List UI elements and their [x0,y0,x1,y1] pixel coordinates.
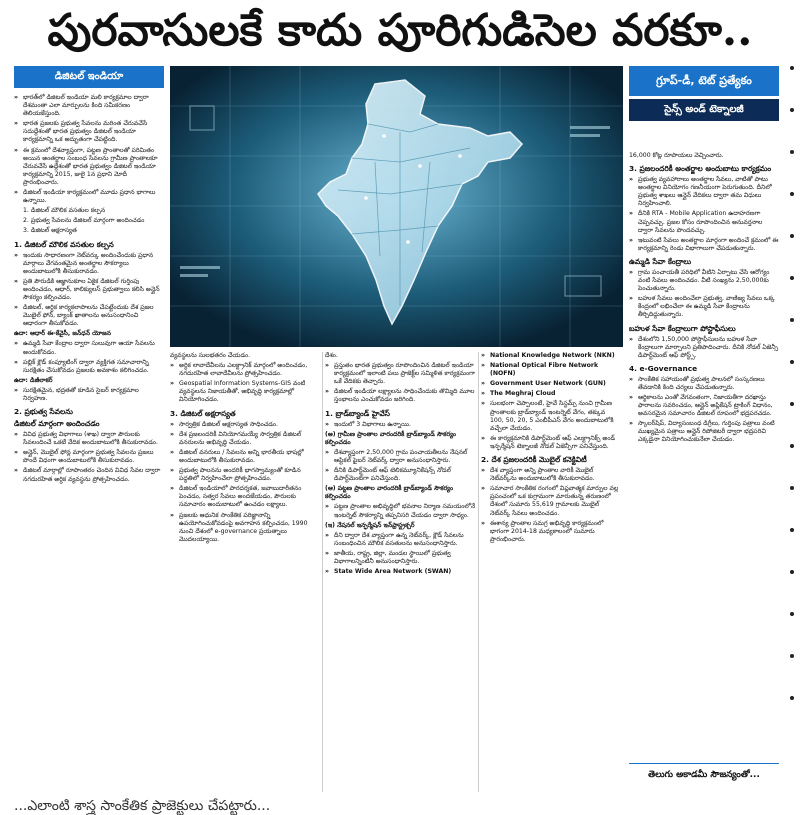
page-edge-dots [786,66,800,794]
section-heading: ఉమ్మడి సేవా కేంద్రాలు [629,256,692,266]
bullet: » భారత్‌లో డిజిటల్‌ ఇండియా మలి కార్యక్రమాల ద్వారా దేశమంతా ఎలా మార్పులను కింది సమీకరణం తెలియజేస్తుంది. [14,94,164,118]
edge-dot [790,402,794,406]
edge-dot [790,654,794,658]
example-text: ఉదా: ఆధార్‌ ఈ-కేవైసీ, జన్‌ధన్‌ యోజన [14,330,111,338]
bullet: » The Meghraj Cloud [481,390,621,398]
credit-line: తెలుగు అకాడమీ సౌజన్యంతో... [629,763,779,786]
bullet: » సమాచార సాంకేతిక రంగంలో విప్లవాత్మక మార్పుల వల్ల ప్రపంచంలో ఒక కుగ్రామంగా మారుతున్న తరుణంలో దేశంలో సుమారు 55,619 గ్రామాలకు మొబైల్‌ నెట్‌వర్క్‌ సేవలు అందించడం. [481,485,621,517]
edge-dot [790,66,794,70]
list-item: 2. ప్రభుత్వ సేవలను డిజిటల్‌ మార్గంగా అందించడం [23,217,145,225]
column-digital-india [14,66,164,794]
bullet: » దీని ద్వారా దేశ వ్యాప్తంగా ఉన్న నెట్‌వర్క్‌, క్లౌడ్‌ సేవలను సంబంధించిన మౌలిక వసతులను అనుసంధానిస్తారు. [325,532,477,548]
bullet: » డిజిటల్‌ ఇండియా లక్ష్యాలను సాధించేందుకు తొమ్మిది మూల స్తంభాలను ఎంచుకోవడం జరిగింది. [325,388,477,404]
section-heading: 2. ప్రభుత్వ సేవలను [14,407,73,417]
bullet: » దేశ ప్రజలందరికీ వినియోగమయ్యే సార్వత్రిక డిజిటల్‌ వనరులను అభివృద్ధి చేయడం. [170,431,320,447]
column-5 [629,152,779,758]
section-heading: 2. దేశ ప్రజలందరికీ మొబైల్‌ కనెక్టివిటీ [481,455,587,465]
paragraph: 16,000 కోట్ల రూపాయలు వెచ్చించారు. [629,152,724,159]
bullet: » Government User Network (GUN) [481,380,621,388]
subheading: (ఇ) నేషనల్‌ ఇన్ఫర్మేషన్‌ ఇన్‌ఫ్రాస్ట్రక్చర్‌ [325,521,415,529]
right-header [629,66,779,121]
bullet: » సురక్షితమైన, భద్రతతో కూడిన సైబర్‌ కార్యక్రమాల నిర్వహణ. [14,387,164,403]
section-heading: 1. బ్రాడ్‌బ్యాండ్‌ హైవేస్‌ [325,408,390,418]
paragraph: వ్యవస్థలను సులభతరం చేయడం. [170,352,251,359]
headline: పురవాసులకే కాదు పూరిగుడిసెల వరకూ.. [47,5,753,56]
section-subheading: డిజిటల్‌ మార్గంగా అందించడం [14,419,100,429]
bullet: » ఉమ్మడి సేవా కేంద్రాల ద్వారా సులువుగా ఆయా సేవలను అందుకోవడం. [14,340,164,356]
edge-dot [790,234,794,238]
bullet: » National Optical Fibre Network (NOFN) [481,362,621,378]
bullet: » దీనికి RTA - Mobile Application ఉదాహరణగా చెప్పవచ్చు. ప్రజల కోసం రూపొందించిన అనువర్తనాల ద్వారా సేవలను పొందవచ్చు. [629,210,779,234]
bullet: » వివిధ ప్రభుత్వ విభాగాలు (శాఖ) ద్వారా పౌరులకు సేవలందించే ఒకటే వేదిక అందుబాటులోకి తీసుకురావడం. [14,431,164,447]
column-3 [325,352,477,794]
bullet: » ప్రస్తుతం భారత ప్రభుత్వం రూపొందించిన డిజిటల్‌ ఇండియా కార్యక్రమంలో ఇలాంటి పలు ప్రాజెక్ట్‌ల సమ్మిళిత కార్యక్రమంగా ఒకే వేదికకు తెచ్చారు. [325,362,477,386]
subject-tag: సైన్స్‌ అండ్‌ టెక్నాలజీ [629,99,779,121]
section-heading: బహుళ సేవా కేంద్రాలుగా పోస్టాఫీసులు [629,323,736,333]
bullet: » ఈ క్రమంలో దేశవ్యాప్తంగా, పట్టణ ప్రాంతాలతో పరిమితం అయిన అంతర్జాల సంబంధ సేవలను గ్రామీణ ప్రాంతాలకూ చేరువచేసే ఉద్దేశంతో భారత ప్రభుత్వం డిజిటల్‌ ఇండియా కార్యక్రమాన్ని 2015, జులై 1న ప్రధాని మోదీ ప్రారంభించారు. [14,147,164,187]
subheading: (ఆ) పట్టణ ప్రాంతాల వారందరికీ బ్రాడ్‌బ్యాండ్‌ సౌకర్యం కల్పించడం [325,485,454,501]
bullet: » డిజిటల్‌ ఇండియాలో పారదర్శకత, జవాబుదారీతనం పెంచడం, సత్వర సేవలు అందజేయడం, పౌరులకు సమాచారం అందుబాటులో ఉంచడం లక్ష్యాలు. [170,485,320,509]
example-text: ఉదా: డిజీలాకర్‌ [14,376,53,384]
edge-dot [790,318,794,322]
bullet: » డిజిటల్‌, అర్ధిక కార్యకలాపాలను చేపట్టేందుకు దేశ ప్రజల మొబైల్‌ ఫోన్‌, బ్యాంక్‌ ఖాతాలను అనుసంధానించి ఆధారంగా తీసుకోవడం. [14,304,164,328]
list-item: 1. డిజిటల్‌ మౌలిక వసతుల కల్పన [23,207,106,215]
bullet: » ఇందులో 3 విభాగాలు ఉన్నాయి. [325,421,477,429]
bullet: » ప్రభుత్వ పాలనను అందరికీ భాగస్వామ్యంతో కూడిన పద్ధతిలో నిర్వహించేలా ప్రోత్సహించడం. [170,467,320,483]
bullet: » దేశ వ్యాప్తంగా అన్ని ప్రాంతాల వారికీ మొబైల్‌ నెట్‌వర్క్‌ను అందుబాటులోకి తీసుకురావడం. [481,467,621,483]
india-digital-map-image [170,66,623,347]
column-divider [322,352,323,792]
edge-dot [790,528,794,532]
bullet: » ప్రతి పౌరుడికి ఆజ్ఞానుకూల ఏకైక డిజిటల్‌ గుర్తింపు అందించడం, ఆధార్‌, కాలిక్యులస్‌ ప్రభుత్వాలు కలిసి అన్లైన్‌ సౌకర్యం కల్పించడం. [14,278,164,302]
bullet: » డిజిటల్‌ మార్గాల్లో రూపాంతరం చెందిన వివిధ సేవల ద్వారా నగదురహిత అర్ధిక వ్యవస్థను ప్రోత్సహించడం. [14,467,164,483]
bullet: » దేశవ్యాప్తంగా 2,50,000 గ్రామ పంచాయతీలను నేషనల్‌ ఆప్టికల్‌ ఫైబర్‌ నెట్‌వర్క్‌ ద్వారా అనుసంధానిస్తారు. [325,449,477,465]
edge-dot [790,276,794,280]
edge-dot [790,150,794,154]
bullet-list [14,94,164,205]
section-heading: 1. డిజిటల్‌ మౌలిక వసతుల కల్పన [14,239,114,249]
bullet: » National Knowledge Network (NKN) [481,352,621,360]
bullet: » ఆర్థికాలను ఎంతో వేగవంతంగా, నిజాయతీగా దరఖాస్తు ఫారాలను సవరించడం, ఆన్లైన్‌ అప్లికేషన్‌ ట్రాకింగ్‌ విధానం, అవసరమైన సమాచారం డిజిటల్‌ రూపంలో భద్రపరచడం. [629,394,779,418]
edge-dot [790,444,794,448]
map-illustration [170,66,623,347]
edge-dot [790,486,794,490]
section-heading: 3. ప్రజలందరికీ అంతర్జాల అందుబాటు కార్యక్రమం [629,164,772,174]
bullet: » డిజిటల్‌ ఇండియా కార్యక్రమంలో మూడు ప్రధాన భాగాలు ఉన్నాయి. [14,189,164,205]
edge-dot [790,192,794,196]
bullet: » అన్లైన్‌, మొబైల్‌ ఫోన్ల మార్గంగా ప్రభుత్వ సేవలను ప్రజలు పొందే విధంగా అందుబాటులోకి తీసుకురావడం. [14,449,164,465]
bullet: » ప్రజలకు ఆధునిక సాంకేతిక పరిజ్ఞానాన్ని ఉపయోగించుకోవడంపై అవగాహన కల్పించడం, 1990 నుంచి దేశంలో e-governance ప్రయత్నాలు మొదలయ్యాయి. [170,512,320,544]
bullet: » ప్రభుత్వ వ్యవహారాలు అంతర్జాల సేవలు, వాటితో పాటు అంతర్జాల వినియోగం గణనీయంగా పెరుగుతుంది. దీనిలో ప్రభుత్వ శాఖలు ఆన్లైన్‌ వేదికలు ద్వారా తమ విధులు నిర్వహించాలి. [629,176,779,208]
edge-dot [790,360,794,364]
bullet: » ఇటువంటి సేవలు అంతర్జాల మార్గంగా అందించే క్రమంలో ఈ కార్యక్రమాన్ని రెండు విభాగాలుగా చేపడుతున్నారు. [629,237,779,253]
bullet: » దీనికి డిపార్ట్‌మెంట్‌ ఆఫ్‌ టెలికమ్యూనికేషన్స్‌ నోడల్‌ డిపార్ట్‌మెంట్‌గా పనిచేస్తుంది. [325,467,477,483]
list-item: 3. డిజిటల్‌ అక్షరాస్యత [23,227,77,235]
bullet: » పబ్లిక్‌ క్లౌడ్‌ కంప్యూటింగ్‌ ద్వారా వ్యక్తిగత సమాచారాన్ని సురక్షితం చేసుకోవడం ప్రజలకు అవకాశం కలిగించడం. [14,359,164,375]
bullet: » బహుళ సేవలు అందించేలా ప్రభుత్వ, వాణిజ్య సేవలు ఒక్క కేంద్రంలో లభించేలా ఈ ఉమ్మడి సేవా కేంద్రాలను తీర్చిదిద్దుతున్నారు. [629,295,779,319]
edge-dot [790,108,794,112]
bullet: » సాంకేతిక సహాయంతో ప్రభుత్వ పాలనలో సంస్కరణలు తేవడానికి కింది చర్యలు చేపడుతున్నారు. [629,376,779,392]
special-tag: గ్రూప్‌-డీ, టెట్‌ ప్రత్యేకం [629,66,779,96]
subheading: (అ) గ్రామీణ ప్రాంతాల వారందరికీ బ్రాడ్‌బ్యాండ్‌ సౌకర్యం కల్పించడం [325,430,457,446]
bullet: » స్కాలర్‌షిప్‌, విద్యాసంబంధ డిగ్రీలు, గుర్తింపు పత్రాలు వంటి ముఖ్యమైన పత్రాలు ఆన్లైన్‌ రిపోజిటరీ ద్వారా భద్రపరిచి ఎక్కడైనా వినియోగించుకునేలా చేయడం. [629,420,779,444]
bullet: » ఇందుకు సాధారణంగా నెట్‌వర్కు అందించేందుకు ప్రధాన మార్గాలు వేగవంతమైన అంతర్జాల సౌకర్యాలు అందుబాటులోకి తీసుకురావడం. [14,252,164,276]
bullet: » జాతీయ, రాష్ట్ర, జిల్లా, మండల స్థాయిలో ప్రభుత్వ విభాగాలన్నింటినీ అనుసంధానిస్తారు. [325,550,477,566]
edge-dot [790,612,794,616]
bullet: » సులభంగా చెప్పాలంటే, హైవే సిస్టమ్స్‌ నుంచి గ్రామీణ ప్రాంతాలకు బ్రాడ్‌బ్యాండ్‌ ఇంటర్నెట్‌ వేగం, తక్కువ 100, 50, 20, 5 ఎంబీపీఎస్‌ వేగం అందుబాటులోకి వచ్చేలా చేయడం. [481,400,621,432]
section-heading: 3. డిజిటల్‌ అక్షరాస్యత [170,408,236,418]
edge-dot [790,696,794,700]
bullet: » ఈశాన్య ప్రాంతాల సమగ్ర అభివృద్ధి కార్యక్రమంలో భాగంగా 2014-18 మధ్యకాలంలో సుమారు ప్రారంభించారు. [481,520,621,544]
bullet: » డిజిటల్‌ వనరులు / సేవలను అన్ని భారతీయ భాషల్లో అందుబాటులోకి తీసుకురావడం. [170,449,320,465]
bullet: » అర్ధిక లావాదేవీలను ఎలక్ట్రానిక్‌ మార్గంలో అందించడం, నగదురహిత లావాదేవీలను ప్రోత్సహించడం. [170,362,320,378]
bullet: » దేశంలోని 1,50,000 పోస్టాఫీసులను బహుళ సేవా కేంద్రాలుగా మార్చాలని ప్రతిపాదించారు. దీనికి నోడల్‌ ఏజెన్సీ డిపార్ట్‌మెంట్‌ ఆఫ్‌ పోస్ట్స్‌. [629,336,779,360]
bullet: » పట్టణ ప్రాంతాల అభివృద్ధిలో భవనాల నిర్మాణ సమయంలోనే ఇంటర్నెట్‌ సౌకర్యాన్ని తప్పనిసరి చేయడం ద్వారా సాధ్యం. [325,503,477,519]
bullet: » Geospatial Information Systems-GIS వంటి వ్యవస్థలను నిజాయతీతో, అభివృద్ధి కార్యక్రమాల్లో వినియోగించడం. [170,380,320,404]
bullet: » భారత ప్రజలకు ప్రభుత్వ సేవలను మరింత చేరువచేసే సదుద్దేశంతో భారత ప్రభుత్వం డిజిటల్‌ ఇండియా కార్యక్రమాన్ని ఒక అద్భుతంగా చేపట్టింది. [14,120,164,144]
edge-dot [790,570,794,574]
column-2 [170,352,320,794]
bullet: » ఈ కార్యక్రమానికి డిపార్ట్‌మెంట్‌ ఆఫ్‌ ఎలక్ట్రానిక్స్‌ అండ్‌ ఇన్ఫర్మేషన్‌ టెక్నాలజీ నోడల్‌ ఏజెన్సీగా పనిచేస్తుంది. [481,435,621,451]
section-heading: 4. e-Governance [629,363,698,373]
bullet: » సార్వత్రిక డిజిటల్‌ అక్షరాస్యత సాధించడం. [170,421,320,429]
next-article-headline-cut: ...ఎలాంటి శాస్త్ర సాంకేతిక ప్రాజెక్టులు చేపట్టారు... [14,798,271,814]
paragraph: దేశం. [325,352,338,359]
bullet: » State Wide Area Network (SWAN) [325,568,477,576]
column-divider [478,352,479,792]
bullet: » గ్రామ పంచాయతీ పరిధిలో వీటిని ఏర్పాటు చేసి ఆరోగ్యం వంటి సేవలు అందించడం. వీటి సంఖ్యను 2,50,000కు పెంచుతున్నారు. [629,269,779,293]
column-4 [481,352,621,794]
section-tag-digital-india: డిజిటల్‌ ఇండియా [14,66,164,88]
